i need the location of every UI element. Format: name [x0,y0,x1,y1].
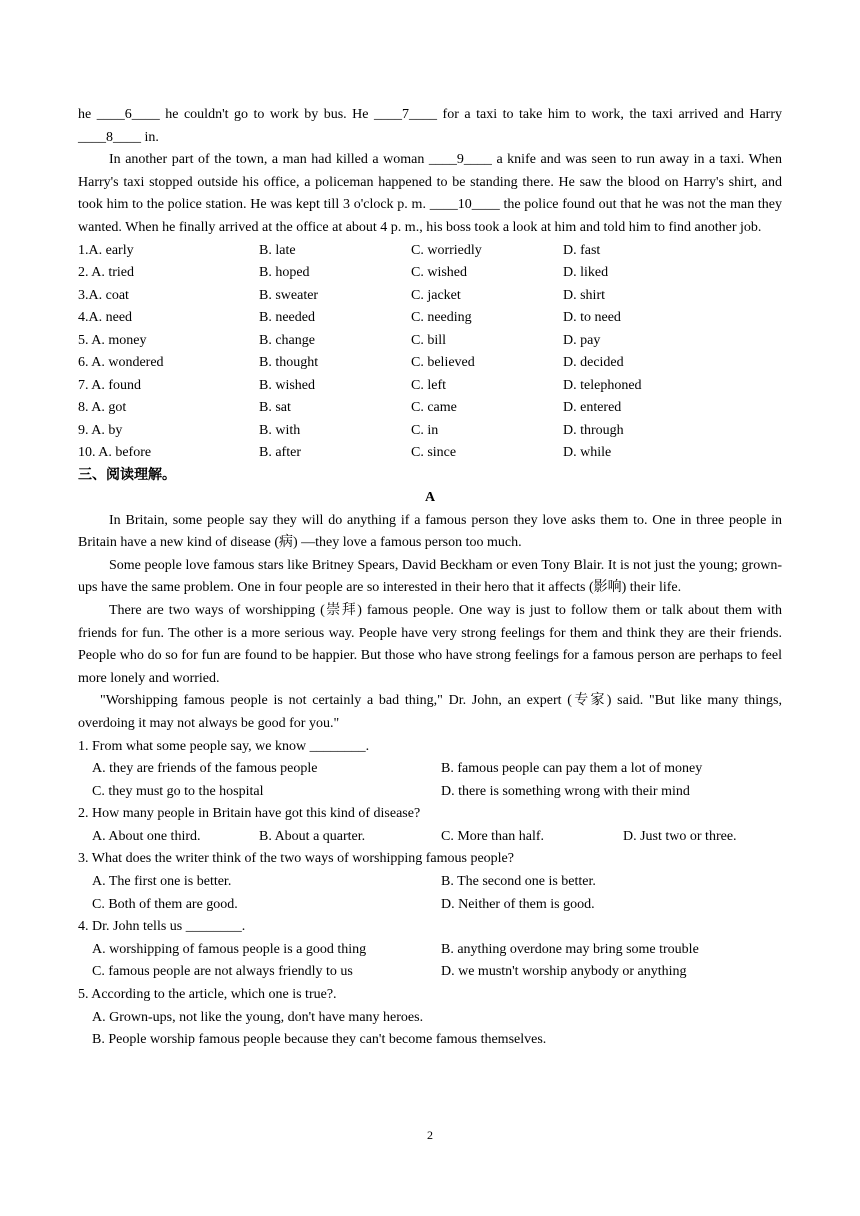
option: 4.A. need [78,310,133,326]
option: 8. A. got [78,400,127,416]
option-row [78,262,782,285]
option: 9. A. by [78,422,123,438]
option-row [78,330,782,353]
passage-title: A [424,490,436,506]
option: C. needing [411,310,472,326]
option-row [78,352,782,375]
passage-paragraph: In another part of the town, a man had killed a woman ____9____ a knife and was seen to run away in a taxi. When Harry's taxi stopped outside his office, a policeman happened to be standing there. He saw the blood on Harry's shirt, and took him to the police station. He was kept till 3 o'clock p. m. ____10____ the police found out that he was not the man they wanted. When he finally arrived at the office at about 4 p. m., his boss took a look at him and told him to find another job. [78,152,782,235]
option-row [78,375,782,398]
option: D. through [563,422,624,438]
option-row [78,442,782,465]
question-stem: 4. Dr. John tells us ________. [78,919,246,935]
answer-option: A. they are friends of the famous people [92,761,318,777]
option-row [78,826,782,849]
answer-option: A. About one third. [92,828,201,844]
option: B. change [259,332,315,348]
option-row [78,307,782,330]
question-stem: 3. What does the writer think of the two ways of worshipping famous people? [78,851,514,867]
option: D. to need [563,310,621,326]
option: D. shirt [563,287,605,303]
question-1 [78,736,782,804]
option: B. hoped [259,265,310,281]
answer-option: D. Just two or three. [623,828,737,844]
answer-option: B. About a quarter. [259,828,366,844]
reading-paragraph: In Britain, some people say they will do anything if a famous person they love asks them to. One in three people in Britain have a new kind of disease (病) —they love a famous person too much. [78,512,782,551]
option-row [78,781,782,804]
option: 7. A. found [78,377,141,393]
option: D. entered [563,400,622,416]
reading-paragraph: "Worshipping famous people is not certainly a bad thing," Dr. John, an expert (专家) said. "But like many things, overdoing it may not always be good for you." [78,693,782,731]
question-stem: 2. How many people in Britain have got this kind of disease? [78,806,421,822]
option: B. late [259,242,296,258]
question-stem: 5. According to the article, which one is true?. [78,987,337,1003]
option: B. needed [259,310,315,326]
answer-option: B. anything overdone may bring some trouble [441,941,699,957]
question-3 [78,848,782,916]
option: C. left [411,377,446,393]
option: C. wished [411,265,467,281]
answer-option: B. The second one is better. [441,874,596,890]
option: 5. A. money [78,332,147,348]
option: 3.A. coat [78,287,129,303]
answer-option: A. The first one is better. [92,874,232,890]
answer-option: B. famous people can pay them a lot of money [441,761,703,777]
passage-continuation: he ____6____ he couldn't go to work by bus. He ____7____ for a taxi to take him to work, the taxi arrived and Harry ____8____ in. [78,107,782,145]
option: 2. A. tried [78,265,134,281]
question-5 [78,984,782,1052]
option-row [78,240,782,263]
option: B. with [259,422,301,438]
cloze-options [78,240,782,465]
option: D. liked [563,265,609,281]
option-row [78,894,782,917]
option: B. after [259,445,301,461]
option: C. since [411,445,457,461]
option: C. bill [411,332,447,348]
answer-option: D. we mustn't worship anybody or anything [441,964,687,980]
option: C. believed [411,355,475,371]
option: D. telephoned [563,377,642,393]
answer-option: A. worshipping of famous people is a good thing [92,941,367,957]
option: 1.A. early [78,242,134,258]
option-row [78,420,782,443]
answer-option: B. People worship famous people because they can't become famous themselves. [92,1032,547,1048]
option: 10. A. before [78,445,152,461]
option: D. pay [563,332,601,348]
option-row [78,758,782,781]
option-row [78,939,782,962]
question-2 [78,803,782,848]
option: D. decided [563,355,624,371]
option-row [78,397,782,420]
option: 6. A. wondered [78,355,164,371]
answer-option: C. More than half. [441,828,545,844]
option: C. came [411,400,457,416]
option: C. jacket [411,287,461,303]
option: C. in [411,422,439,438]
reading-paragraph: There are two ways of worshipping (崇拜) famous people. One way is just to follow them or talk about them with friends for fun. The other is a more serious way. People have very strong feelings for them and think they are their friends. People who do so for fun are found to be happier. But those who have strong feelings for a famous person are perhaps to feel more lonely and worried. [78,602,782,686]
answer-option: C. they must go to the hospital [92,783,264,799]
option-row [78,871,782,894]
option: B. sweater [259,287,319,303]
question-4 [78,916,782,984]
document-body [78,104,782,1052]
question-stem: 1. From what some people say, we know ________. [78,738,370,754]
answer-option: C. famous people are not always friendly to us [92,964,353,980]
option: B. wished [259,377,315,393]
answer-option: D. Neither of them is good. [441,896,595,912]
option-row [78,961,782,984]
option: B. thought [259,355,319,371]
option-row [78,285,782,308]
option: D. fast [563,242,601,258]
option: B. sat [259,400,291,416]
reading-paragraph: Some people love famous stars like Britney Spears, David Beckham or even Tony Blair. It is not just the young; grown-ups have the same problem. One in four people are so interested in their hero that it affects (影响) their life. [78,557,782,596]
section-heading: 三、阅读理解。 [78,467,176,483]
answer-option: D. there is something wrong with their mind [441,783,690,799]
page-number: 2 [427,1128,433,1142]
option: D. while [563,445,612,461]
answer-option: A. Grown-ups, not like the young, don't have many heroes. [92,1009,424,1025]
option: C. worriedly [411,242,482,258]
answer-option: C. Both of them are good. [92,896,238,912]
